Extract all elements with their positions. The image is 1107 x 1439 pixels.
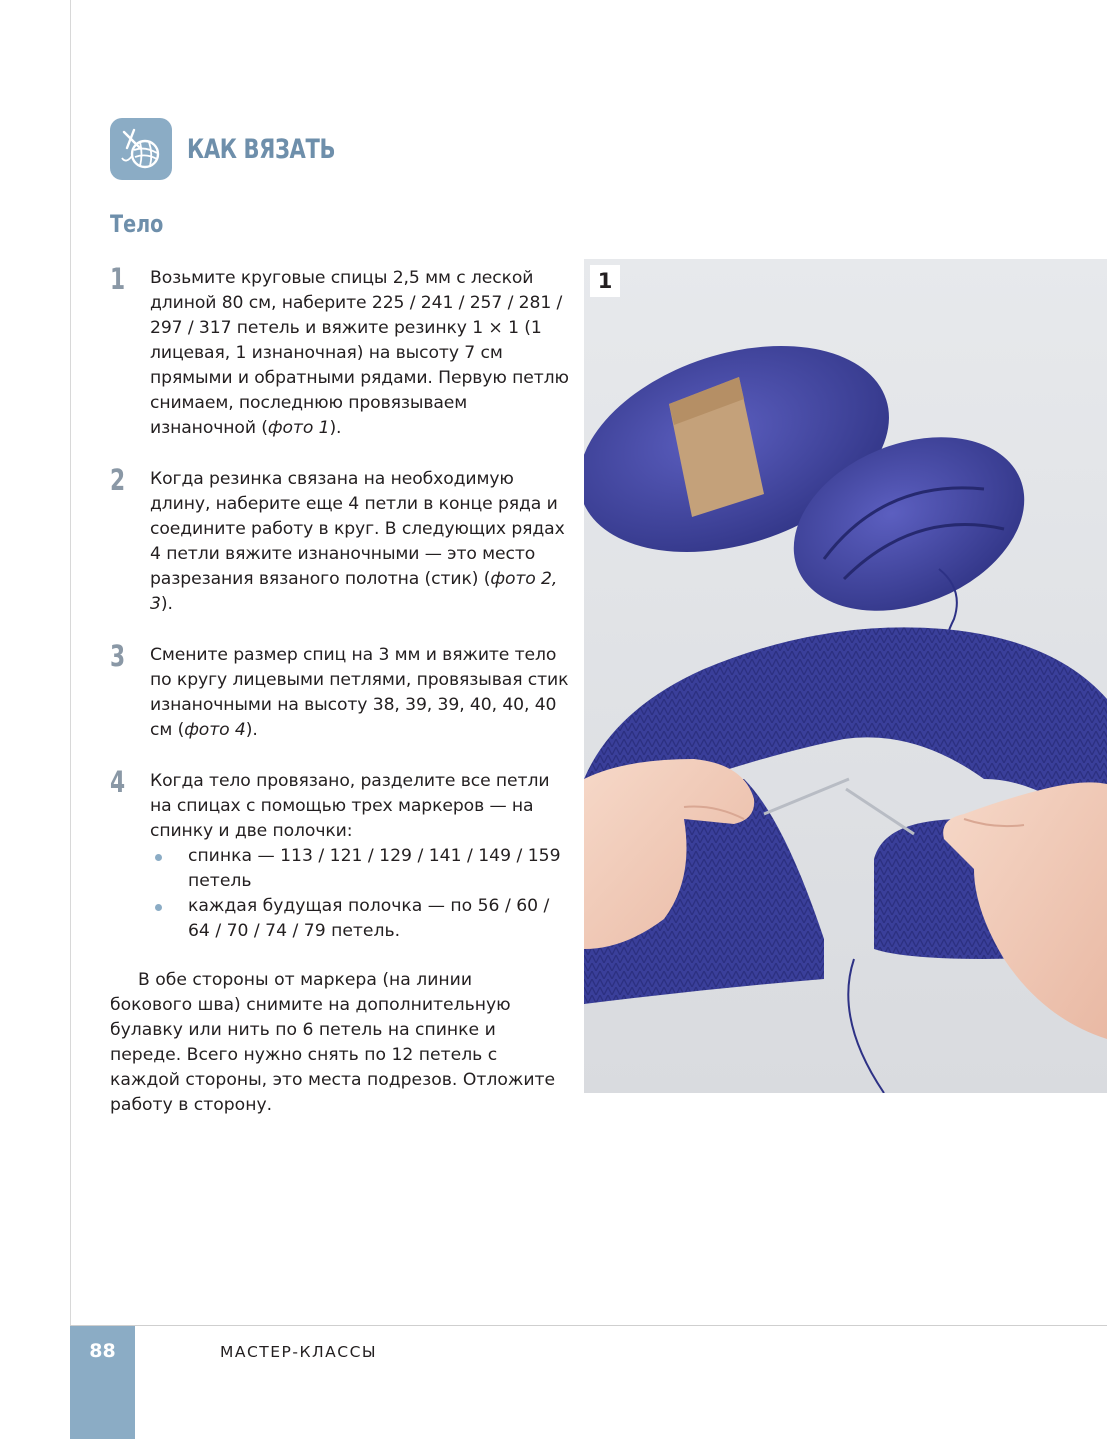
bullet-icon: [155, 854, 162, 861]
step-text: Возьмите круговые спицы 2,5 мм с леской длиной 80 см, наберите 225 / 241 / 257 / 281 / 297 / 317 петель и вяжите резинку 1 × 1 (1 лицевая, 1 изнаночная) на высоту 7 см прямыми и обратными рядами. Первую петлю снимаем, последнюю провязываем изнаночной (фото 1).: [150, 268, 569, 438]
footer-divider: [70, 1325, 1107, 1326]
section-subtitle: Тело: [110, 210, 164, 238]
section-heading: [110, 118, 377, 180]
footer-section-label: МАСТЕР-КЛАССЫ: [220, 1343, 378, 1361]
step-number: 1: [110, 262, 126, 296]
step-number: 3: [110, 639, 126, 673]
closing-paragraph: В обе стороны от маркера (на линии бокового шва) снимите на дополнительную булавку или нить по 6 петель на спинке и переде. Всего нужно снять по 12 петель с каждой стороны, это места подрезов. Отложите работу в сторону.: [110, 970, 556, 1115]
step-text: Смените размер спиц на 3 мм и вяжите тело по кругу лицевыми петлями, провязывая стик изнаночными на высоту 38, 39, 39, 40, 40, 40 см (фото 4).: [150, 645, 569, 740]
step-text: Когда тело провязано, разделите все петли на спицах с помощью трех маркеров — на спинку и две полочки:: [150, 771, 550, 841]
page-number-tab: [70, 1326, 135, 1439]
step-item: [110, 639, 570, 743]
bullet-item: спинка — 113 / 121 / 129 / 141 / 149 / 159 петель: [188, 844, 570, 894]
step-item: [110, 463, 570, 617]
bullet-item: каждая будущая полочка — по 56 / 60 / 64 / 70 / 74 / 79 петель.: [188, 894, 570, 944]
step-item: [110, 765, 570, 944]
photo-label: 1: [590, 265, 620, 297]
knitting-photo: [584, 259, 1107, 1093]
step-text: Когда резинка связана на необходимую длину, наберите еще 4 петли в конце ряда и соедините работу в круг. В следующих рядах 4 петли вяжите изнаночными — это место разрезания вязаного полотна (стик) (фото 2, 3).: [150, 469, 565, 614]
bullet-icon: [155, 904, 162, 911]
step-number: 4: [110, 765, 126, 799]
step-item: [110, 262, 570, 441]
page-margin-line: [70, 0, 71, 1325]
bullet-list: [150, 844, 570, 944]
section-title: КАК ВЯЗАТЬ: [187, 133, 336, 165]
step-number: 2: [110, 463, 126, 497]
knitting-yarn-icon: [110, 118, 172, 180]
page-number: 88: [89, 1340, 116, 1362]
instruction-steps: [110, 260, 570, 944]
